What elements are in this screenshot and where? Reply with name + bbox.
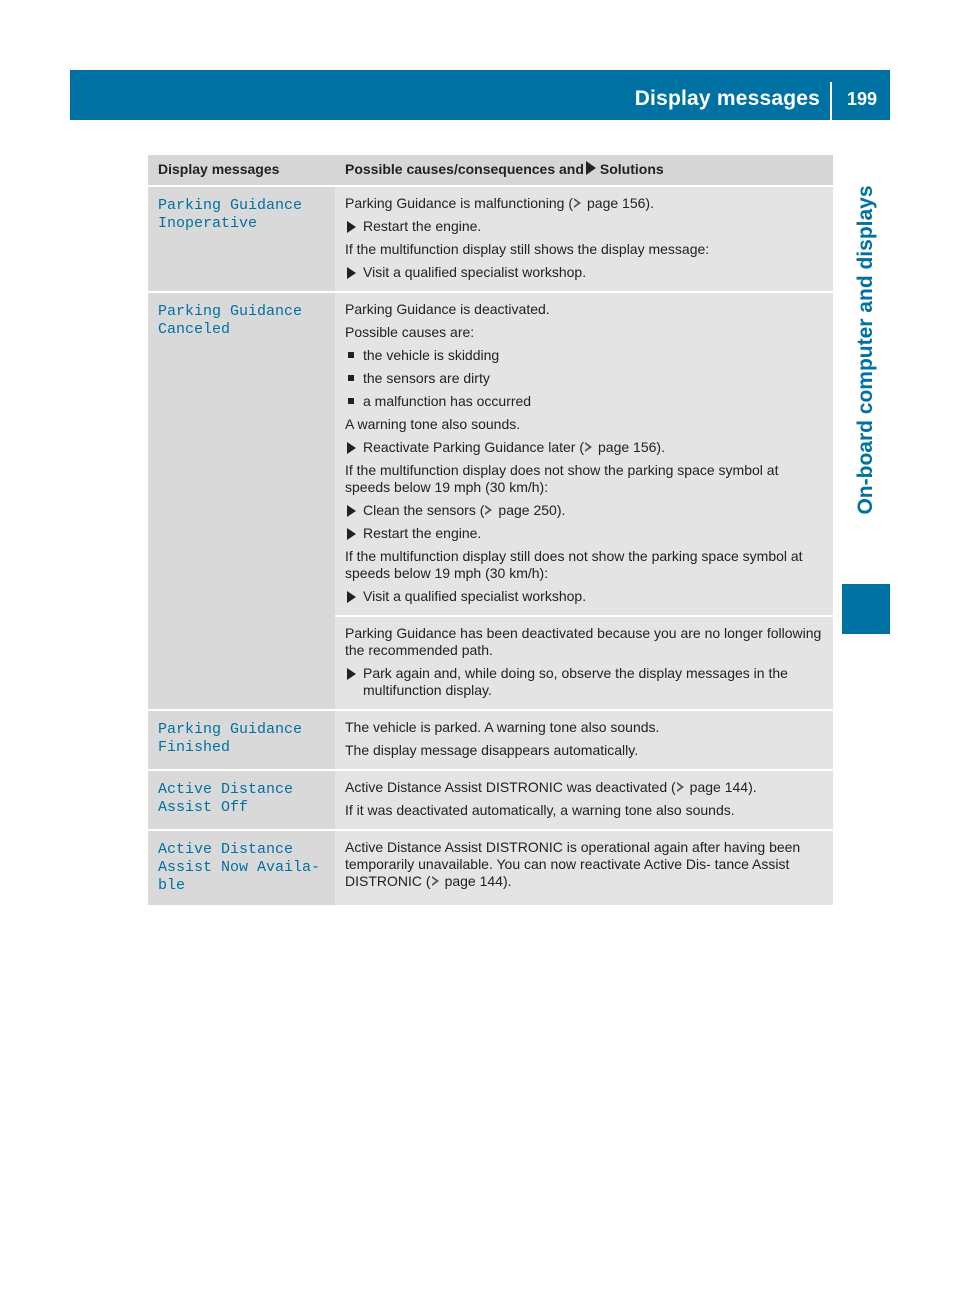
text-line: The display message disappears automatically. [345, 742, 639, 758]
page-header [70, 70, 890, 120]
table-row [148, 710, 833, 770]
page-ref-icon [433, 877, 440, 885]
header-divider [830, 82, 832, 120]
section-title: Display messages [634, 87, 820, 110]
display-message-line: Parking Guidance [158, 303, 303, 320]
display-messages-table [148, 155, 833, 907]
text-segment: Parking Guidance is malfunctioning ( [345, 195, 574, 211]
text-line: If it was deactivated automatically, a warning tone also sounds. [345, 802, 735, 818]
col-header-causes-text: Possible causes/consequences and [345, 161, 584, 177]
chapter-side-label [842, 120, 890, 580]
display-message-text [158, 841, 327, 895]
bullet-item: a malfunction has occurred [345, 393, 825, 410]
text-segment: ). [645, 195, 654, 211]
text-line [345, 779, 825, 796]
page-ref-icon [678, 783, 685, 791]
display-message-text [158, 781, 327, 817]
page-reference[interactable]: page 144 [444, 873, 503, 889]
text-line: If the multifunction display still shows the display message: [345, 241, 710, 257]
display-message-text [158, 197, 327, 233]
action-step [345, 502, 825, 519]
causes-solutions-cell [335, 830, 833, 906]
table-header-row [148, 155, 833, 186]
text-line: Parking Guidance has been deactivated because you are no longer following the recommended path. [345, 625, 822, 658]
causes-solutions-cell [335, 292, 833, 616]
bullet-item: the sensors are dirty [345, 370, 825, 387]
text-line [345, 839, 825, 890]
action-step: Visit a qualified specialist workshop. [345, 588, 825, 605]
page-reference[interactable]: page 156 [598, 439, 657, 455]
col-header-messages: Display messages [148, 155, 335, 186]
display-message-cell [148, 830, 335, 906]
text-line: Possible causes are: [345, 324, 475, 340]
display-message-cell [148, 710, 335, 770]
causes-solutions-cell [335, 770, 833, 830]
display-message-line: Assist Now Availa- [158, 859, 321, 876]
display-message-line: Canceled [158, 321, 231, 338]
text-segment: Active Distance Assist DISTRONIC was deactivated ( [345, 779, 676, 795]
action-step: Restart the engine. [345, 218, 825, 235]
chapter-title: On-board computer and displays [854, 185, 877, 515]
page-reference[interactable]: page 156 [587, 195, 646, 211]
text-segment: ). [748, 779, 757, 795]
text-segment: ). [502, 873, 512, 889]
action-step: Park again and, while doing so, observe the display messages in the multifunction display. [345, 665, 825, 699]
display-message-cell [148, 292, 335, 710]
arrow-right-icon [586, 161, 596, 175]
text-segment: ). [556, 502, 566, 518]
bullet-item: the vehicle is skidding [345, 347, 825, 364]
display-message-line: Assist Off [158, 799, 249, 816]
text-line: If the multifunction display still does not show the parking space symbol at speeds below 19 mph (30 km/h): [345, 548, 803, 581]
display-message-line: Parking Guidance [158, 197, 303, 214]
text-segment: Clean the sensors ( [363, 502, 485, 518]
text-line: The vehicle is parked. A warning tone also sounds. [345, 719, 660, 735]
display-message-line: Active Distance [158, 841, 294, 858]
causes-solutions-cell [335, 710, 833, 770]
causes-solutions-cell [335, 186, 833, 292]
action-step: Visit a qualified specialist workshop. [345, 264, 825, 281]
page-ref-icon [486, 506, 493, 514]
page-reference[interactable]: page 144 [689, 779, 749, 795]
table-row [148, 830, 833, 906]
page-ref-icon [586, 443, 593, 451]
text-line: Parking Guidance is deactivated. [345, 301, 550, 317]
page-ref-icon [575, 199, 582, 207]
text-segment: Reactivate Parking Guidance later ( [363, 439, 584, 455]
table-row [148, 186, 833, 292]
table-row [148, 292, 833, 616]
page-number: 199 [846, 89, 878, 109]
text-segment: Active Distance Assist DISTRONIC is operational again after having been temporarily unavailable. You can now reactivate Active Dis- tance Assist DISTRONIC ( [345, 839, 801, 889]
display-message-text [158, 303, 327, 339]
display-message-line: Inoperative [158, 215, 258, 232]
text-line [345, 195, 825, 212]
display-message-line: ble [158, 877, 186, 894]
table-row [148, 770, 833, 830]
display-message-line: Finished [158, 739, 231, 756]
col-header-causes [335, 155, 833, 186]
display-message-line: Active Distance [158, 781, 294, 798]
text-line: A warning tone also sounds. [345, 416, 521, 432]
chapter-tab [842, 584, 890, 634]
text-segment: ). [656, 439, 665, 455]
display-message-cell [148, 186, 335, 292]
col-header-solutions-text: Solutions [599, 161, 664, 177]
display-message-cell [148, 770, 335, 830]
text-line: If the multifunction display does not show the parking space symbol at speeds below 19 mph (30 km/h): [345, 462, 779, 495]
display-message-line: Parking Guidance [158, 721, 303, 738]
action-step: Restart the engine. [345, 525, 825, 542]
page-reference[interactable]: page 250 [498, 502, 557, 518]
causes-solutions-cell [335, 616, 833, 710]
display-message-text [158, 721, 327, 757]
action-step [345, 439, 825, 456]
